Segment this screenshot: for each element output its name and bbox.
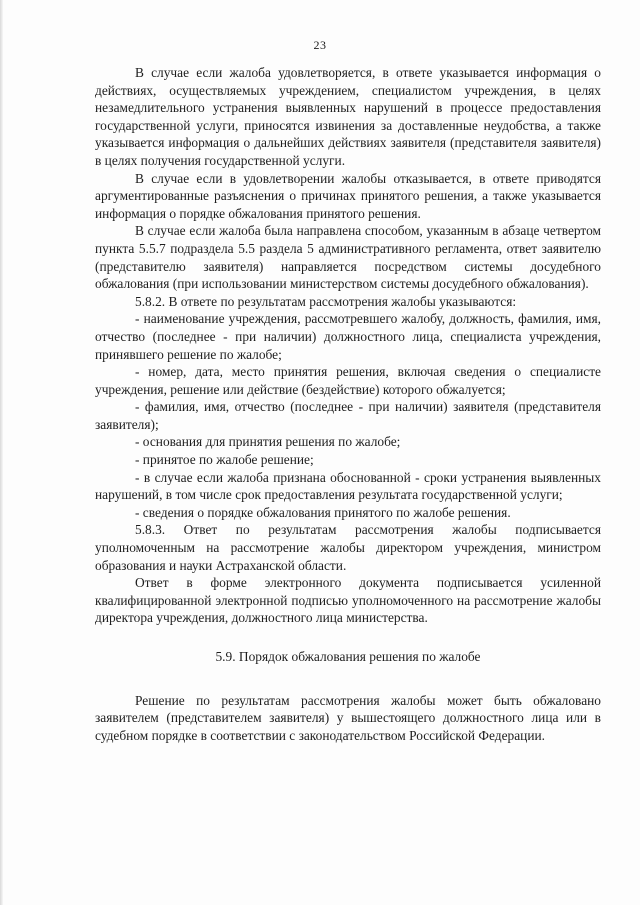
list-item-grounds: - основания для принятия решения по жалобе;: [135, 434, 401, 450]
list-item-applicant-name: - фамилия, имя, отчество (последнее - при наличии) заявителя (представителя заявителя);: [95, 399, 601, 432]
paragraph-pre-trial-system: В случае если жалоба была направлена способом, указанным в абзаце четвертом пункта 5.5.7 подраздела 5.5 раздела 5 административного регламента, ответ заявителю (представителю заявителя) направляется посредством системы досудебного обжалования (при использовании министерством системы досудебного обжалования).: [95, 223, 601, 292]
page-number: 23: [313, 38, 327, 52]
paragraph-5-8-3: 5.8.3. Ответ по результатам рассмотрения жалобы подписывается уполномоченным на рассмотрение жалобы директором учреждения, министром образования и науки Астраханской области.: [95, 522, 601, 573]
section-heading-5-9: 5.9. Порядок обжалования решения по жалобе: [215, 649, 481, 664]
list-item-decision-number: - номер, дата, место принятия решения, включая сведения о специалисте учреждения, решение или действие (бездействие) которого обжалуется;: [95, 364, 601, 397]
list-item-appeal-procedure: - сведения о порядке обжалования принятого по жалобе решения.: [135, 504, 511, 520]
document-body: [95, 64, 601, 744]
paragraph-5-8-2: 5.8.2. В ответе по результатам рассмотрения жалобы указываются:: [135, 293, 517, 309]
list-item-institution-name: - наименование учреждения, рассмотревшего жалобу, должность, фамилия, имя, отчество (последнее - при наличии) должностного лица, специалиста учреждения, принявшего решение по жалобе;: [95, 311, 601, 362]
list-item-elimination-terms: - в случае если жалоба признана обоснованной - сроки устранения выявленных нарушений, в том числе срок предоставления результата государственной услуги;: [95, 469, 601, 503]
paragraph-complaint-rejected: В случае если в удовлетворении жалобы отказывается, в ответе приводятся аргументированные разъяснения о причинах принятого решения, а также указывается информация о порядке обжалования принятого решения.: [95, 170, 601, 221]
paragraph-appeal-decision: Решение по результатам рассмотрения жалобы может быть обжаловано заявителем (представителем заявителя) у вышестоящего должностного лица или в судебном порядке в соответствии с законодательством Российской Федерации.: [95, 692, 601, 743]
paragraph-electronic-signature: Ответ в форме электронного документа подписывается усиленной квалифицированной электронной подписью уполномоченного на рассмотрение жалобы директора учреждения, должностного лица министерства.: [95, 575, 601, 626]
list-item-decision: - принятое по жалобе решение;: [135, 452, 314, 468]
paragraph-complaint-satisfied: В случае если жалоба удовлетворяется, в ответе указывается информация о действиях, осуществляемых учреждением, специалистом учреждения, в целях незамедлительного устранения выявленных нарушений в процессе предоставления государственной услуги, приносятся извинения за доставленные неудобства, а также указывается информация о дальнейших действиях заявителя (представителя заявителя) в целях получения государственной услуги.: [95, 65, 601, 168]
scan-edge: [0, 0, 3, 905]
